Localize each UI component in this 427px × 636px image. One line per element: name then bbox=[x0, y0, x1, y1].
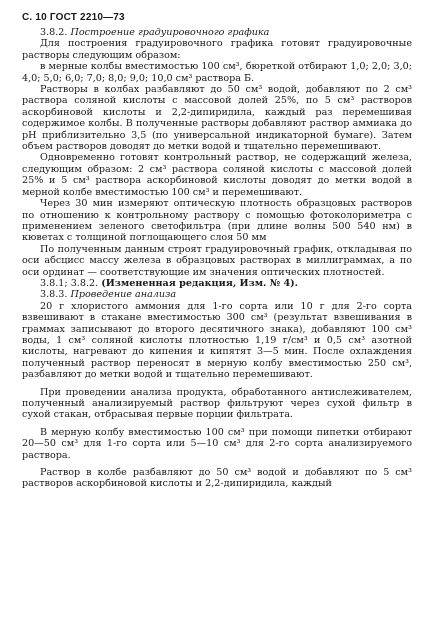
paragraph: По полученным данным строят градуировочный график, откладывая по оси абсцисс массу железа в образцовых растворах в миллиграммах, а по оси ординат — соответствующие им значения оптических плотностей. bbox=[22, 243, 412, 278]
paragraph: Одновременно готовят контрольный раствор, не содержащий железа, следующим образом: 2 см³ раствора соляной кислоты с массовой долей 25% и 5 см³ раствора аскорбиновой кислоты доводят до метки водой в мерной колбе вместимостью 100 см³ и перемешивают. bbox=[22, 152, 412, 198]
paragraph: Раствор в колбе разбавляют до 50 см³ водой и добавляют по 5 см³ растворов аскорбиновой кислоты и 2,2-дипиридила, каждый bbox=[22, 467, 412, 490]
section-heading-3-8-2 bbox=[22, 27, 412, 38]
document-page bbox=[22, 12, 412, 490]
section-number: 3.8.1; 3.8.2. bbox=[40, 277, 102, 289]
document-body bbox=[22, 27, 412, 490]
section-number: 3.8.3. bbox=[40, 289, 71, 301]
amendment-note bbox=[22, 278, 412, 289]
section-title: Построение градуировочного графика bbox=[70, 27, 270, 38]
paragraph: В мерную колбу вместимостью 100 см³ при помощи пипетки отбирают 20—50 см³ для 1-го сорта или 5—10 см³ для 2-го сорта анализируемого раствора. bbox=[22, 426, 412, 461]
page-header: С. 10 ГОСТ 2210—73 bbox=[22, 12, 125, 23]
amendment-text: (Измененная редакция, Изм. № 4). bbox=[101, 277, 299, 289]
paragraph: 20 г хлористого аммония для 1-го сорта или 10 г для 2-го сорта взвешивают в стакане вместимостью 300 см³ (результат взвешивания в граммах записывают до второго десятичного знака), добавляют 100 см³ воды, 1 см³ соляной кислоты плотностью 1,19 г/см³ и 0,5 см³ азотной кислоты, нагревают до кипения и кипятят 3—5 мин. После охлаждения полученный раствор переносят в мерную колбу вместимостью 250 см³, разбавляют до метки водой и тщательно перемешивают. bbox=[22, 300, 412, 381]
paragraph: в мерные колбы вместимостью 100 см³, бюреткой отбирают 1,0; 2,0; 3,0; 4,0; 5,0; 6,0; 7,0; 8,0; 9,0; 10,0 см³ раствора Б. bbox=[22, 61, 412, 84]
section-number: 3.8.2. bbox=[40, 27, 71, 38]
section-title: Проведение анализа bbox=[70, 289, 177, 301]
paragraph: Через 30 мин измеряют оптическую плотность образцовых растворов по отношению к контрольному раствору с помощью фотоколориметра с применением зеленого светофильтра (при длине волны 500 540 нм) в кюветах с толщиной поглощающего слоя 50 мм bbox=[22, 198, 412, 244]
paragraph: Для построения градуировочного графика готовят градуировочные растворы следующим образом: bbox=[22, 38, 412, 61]
section-heading-3-8-3 bbox=[22, 289, 412, 300]
paragraph: При проведении анализа продукта, обработанного антислеживателем, полученный анализируемый раствор фильтруют через сухой фильтр в сухой стакан, отбрасывая первые порции фильтрата. bbox=[22, 386, 412, 421]
paragraph: Растворы в колбах разбавляют до 50 см³ водой, добавляют по 2 см³ раствора соляной кислоты с массовой долей 25%, по 5 см³ растворов аскорбиновой кислоты и 2,2-дипиридила, каждый раз перемешивая содержимое колбы. В полученные растворы добавляют раствор аммиака до рН приблизительно 3,5 (по универсальной индикаторной бумаге). Затем объем растворов доводят до метки водой и тщательно перемешивают. bbox=[22, 84, 412, 153]
